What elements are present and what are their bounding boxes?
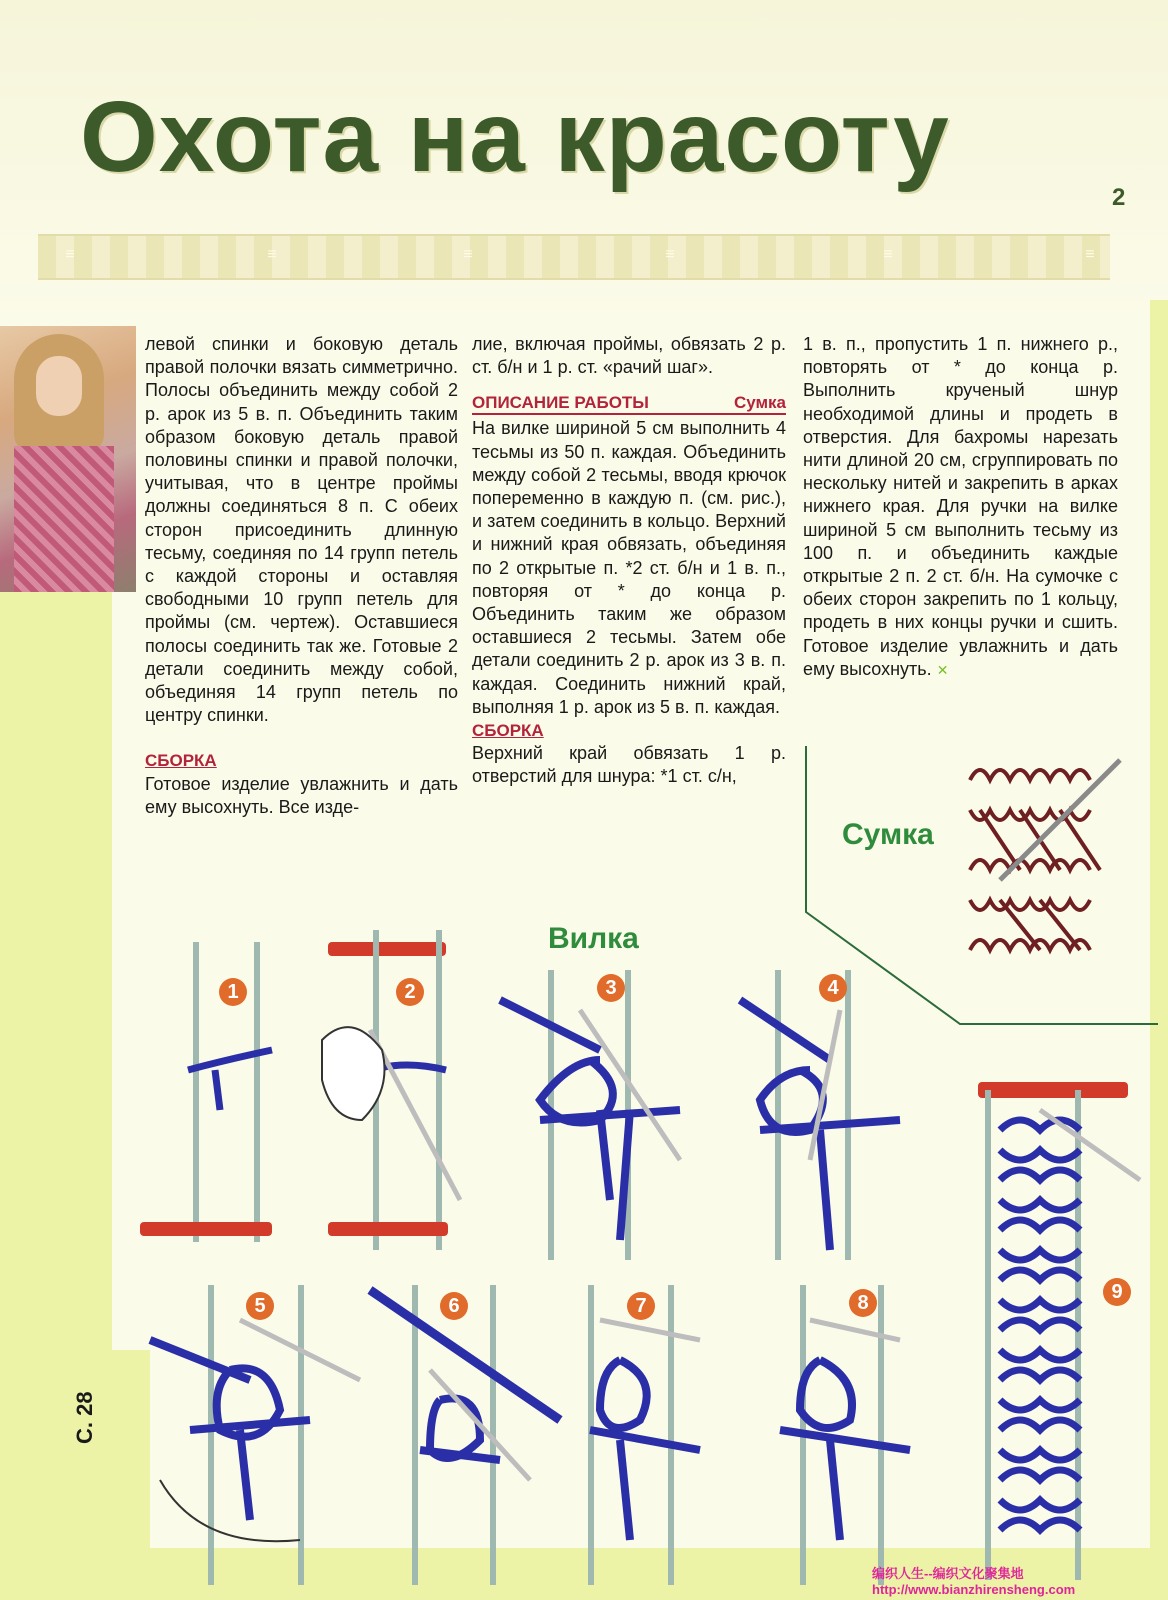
fork-label: Вилка [548, 922, 639, 955]
step-8-diagram [780, 1285, 910, 1585]
ornament-mark-icon: ≡ [665, 246, 675, 263]
step-6-diagram [370, 1285, 560, 1585]
watermark [872, 1566, 1075, 1598]
end-mark-icon: ✕ [936, 661, 949, 678]
section-heading: СБОРКА [145, 751, 217, 771]
paragraph: лие, включая проймы, обвязать 2 р. ст. б/н и 1 р. ст. «рачий шаг». [472, 334, 786, 378]
heading-right: Сумка [733, 393, 786, 413]
paragraph: левой спинки и боковую деталь правой полочки вязать симметрично. Полосы объединить между собой 2 р. арок из 5 в. п. Объединить таким образом боковую деталь правой половины спинки и правой полочки, учитывая, что в центре проймы должны соединяться 8 п. С обеих сторон присоединить длинную тесьму, соединяя по 14 групп петель с каждой стороны и оставляя свободными 10 групп петель для проймы (см. чертеж). Оставшиеся полосы соединить так же. Готовые 2 детали соединить между собой, объединяя 14 групп петель по центру спинки. [145, 334, 458, 726]
bag-label: Сумка [842, 818, 934, 851]
step-badge: 1 [219, 978, 247, 1006]
step-2-diagram [322, 930, 460, 1250]
ornament-mark-icon: ≡ [463, 246, 473, 263]
bag-frame [806, 746, 1158, 1024]
side-page-label: С. 28 [72, 1391, 97, 1444]
ornament-mark-icon: ≡ [65, 246, 75, 263]
paragraph: Готовое изделие увлажнить и дать ему высохнуть. Все изде- [145, 773, 458, 817]
step-badge: 9 [1103, 1278, 1131, 1306]
step-1-diagram [140, 942, 272, 1242]
page-title: Охота на красоту [80, 81, 950, 193]
ornament-mark-icon: ≡ [1085, 246, 1095, 263]
step-3-diagram [500, 970, 680, 1260]
ornament-mark-icon: ≡ [883, 246, 893, 263]
step-badge: 3 [597, 974, 625, 1002]
paragraph-text: 1 в. п., пропустить 1 п. нижнего р., повторять от * до конца р. Выполнить крученый шнур необходимой длины и продеть в отверстия. Для бахромы нарезать нити длиной 20 см, сгруппировать по нескольку нитей и закрепить в арках нижнего края. Для ручки на вилке шириной 5 см выполнить тесьму из 100 п. и объединить каждые открытые 2 п. 2 ст. б/н. На сумочке с обеих сторон закрепить по 1 кольцу, продеть в них концы ручки и сшить. Готовое изделие увлажнить и дать ему высохнуть. [803, 334, 1118, 679]
ornament-mark-icon: ≡ [267, 246, 277, 263]
step-badge: 6 [440, 1292, 468, 1320]
step-4-diagram [740, 970, 900, 1260]
step-badge: 2 [396, 978, 424, 1006]
step-9-diagram [978, 1082, 1140, 1580]
step-5-diagram [150, 1285, 360, 1585]
watermark-line-2: http://www.bianzhirensheng.com [872, 1582, 1076, 1597]
paragraph: Верхний край обвязать 1 р. отверстий для шнура: *1 ст. с/н, [472, 743, 786, 787]
watermark-line-1: 编织人生--编织文化聚集地 [872, 1566, 1024, 1581]
heading-left: ОПИСАНИЕ РАБОТЫ [472, 393, 649, 413]
step-7-diagram [588, 1285, 700, 1585]
step-badge: 5 [246, 1292, 274, 1320]
step-badge: 7 [627, 1292, 655, 1320]
paragraph: На вилке шириной 5 см выполнить 4 тесьмы из 50 п. каждая. Объединить между собой 2 тесьмы, вводя крючок попеременно в каждую п. (см. рис.), и затем соединить в кольцо. Верхний и нижний края обвязать, объединяя по 2 открытые п. *2 ст. б/н и 1 в. п., повторяя от * до конца р. Объединить таким же образом оставшиеся 2 тесьмы. Затем обе детали соединить 2 р. арок из 3 в. п. каждая. Соединить нижний край, выполняя 1 р. арок из 5 в. п. каждая. [472, 418, 786, 717]
page-number: 2 [1112, 184, 1126, 211]
step-badge: 8 [849, 1289, 877, 1317]
step-badge: 4 [819, 974, 847, 1002]
section-heading: СБОРКА [472, 721, 544, 741]
